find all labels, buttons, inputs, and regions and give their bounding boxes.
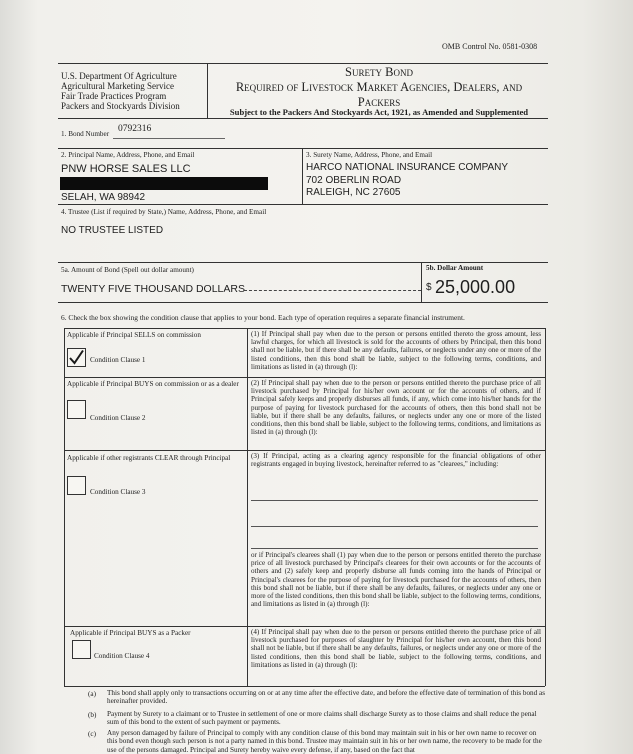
section-5-top-rule [58, 262, 548, 263]
checkmark-icon [68, 349, 85, 366]
principal-name: PNW HORSE SALES LLC [61, 163, 191, 175]
section-6-instruction: 6. Check the box showing the condition clause that applies to your bond. Each type of operation requires a separate financial instrument. [61, 313, 465, 322]
agency-line-3: Fair Trade Practices Program [61, 91, 167, 102]
clause-row-rule-2 [64, 450, 545, 451]
clause-4-text: (4) If Principal shall pay when due to the person or persons entitled thereto the purchase price of all livestock purchased for purposes of slaughter by Principal for his/her own account, then this bond shall not be liable, but if there shall be any defaults, failures, or neglects under any one or more of the listed conditions, then this bond shall be liable, subject to the following terms, conditions, and limitations as listed in (a) through (l): [251, 628, 541, 669]
clause-row-rule-1 [64, 377, 545, 378]
clause-2-label: Condition Clause 2 [90, 414, 146, 422]
bond-number-value: 0792316 [118, 124, 152, 134]
clause-3-checkbox[interactable] [67, 476, 86, 495]
dollar-amount-label: 5b. Dollar Amount [426, 264, 484, 272]
header-bottom-rule [58, 118, 548, 119]
dollar-amount-value: 25,000.00 [435, 277, 516, 297]
clearee-blank-line-2[interactable] [251, 526, 538, 527]
clause-2-text: (2) If Principal shall pay when due to the person or persons entitled thereto the purchase price of all livestock purchased by Principal for his/her own account or for the accounts of others, and if Principal safely keeps and properly disburses all funds, if any, which come into his/her hands for the purpose of paying for livestock purchased for the accounts of others, then this bond shall not be liable, but if there shall be any defaults, failures, or neglects under any one or more of the listed conditions, then this bond shall be liable, subject to the following terms, conditions, and limitations as listed in (a) through (l): [251, 379, 541, 437]
amount-dash-line [244, 290, 421, 291]
bond-number-underline [113, 138, 225, 139]
agency-line-2: Agricultural Marketing Service [61, 81, 174, 92]
clause-1-applicable: Applicable if Principal SELLS on commission [67, 331, 201, 339]
term-a-text: This bond shall apply only to transactions occurring on or at any time after the effective date, and before the effective date of termination of this bond as hereinafter provided. [107, 689, 546, 706]
trustee-label: 4. Trustee (List if required by State,) Name, Address, Phone, and Email [61, 208, 267, 216]
title-line-2: Required of Livestock Market Agencies, Dealers, and [235, 79, 523, 94]
principal-city: SELAH, WA 98942 [61, 192, 146, 203]
clause-table-top [64, 328, 545, 329]
clause-2-checkbox[interactable] [67, 400, 86, 419]
clause-2-applicable: Applicable if Principal BUYS on commission or as a dealer [67, 380, 239, 388]
term-c-key: (c) [88, 730, 96, 738]
amount-words-label: 5a. Amount of Bond (Spell out dollar amount) [61, 266, 194, 274]
agency-line-4: Packers and Stockyards Division [61, 101, 180, 112]
clause-4-label: Condition Clause 4 [94, 652, 150, 660]
form-title [210, 65, 548, 109]
clause-3-text: (3) If Principal, acting as a clearing agency responsible for the financial obligations of other registrants engaged in buying livestock, hereinafter referred to as "clearees," including: [251, 452, 541, 469]
title-line-3: Packers [357, 94, 401, 109]
clearee-blank-line-1[interactable] [251, 500, 538, 501]
clause-3-applicable: Applicable if other registrants CLEAR through Principal [67, 454, 231, 462]
clearee-blank-line-3[interactable] [251, 548, 538, 549]
surety-city: RALEIGH, NC 27605 [306, 187, 401, 198]
clause-1-text: (1) If Principal shall pay when due to the person or persons entitled thereto the gross amount, less lawful charges, for which all livestock is sold for the accounts of others by Principal, then this bond shall not be liable, but if there shall be any defaults, failures, or neglects under any one or more of the listed conditions, then this bond shall be liable, subject to the following terms, conditions, and limitations as listed in (a) through (l): [251, 330, 541, 371]
surety-name: HARCO NATIONAL INSURANCE COMPANY [306, 162, 509, 173]
clause-table-right [545, 328, 546, 686]
term-a-key: (a) [88, 690, 96, 698]
clause-1-label: Condition Clause 1 [90, 356, 146, 364]
title-line-1: Surety Bond [345, 65, 413, 79]
dollar-sign: $ [426, 282, 432, 293]
clause-4-checkbox[interactable] [72, 640, 91, 659]
principal-label: 2. Principal Name, Address, Phone, and Email [61, 151, 195, 159]
term-b-key: (b) [88, 711, 97, 719]
amount-words-value: TWENTY FIVE THOUSAND DOLLARS [61, 283, 245, 295]
term-b-text: Payment by Surety to a claimant or to Trustee in settlement of one or more claims shall discharge Surety as to those claims and shall reduce the penal sum of this bond to the extent of such payment or payments. [107, 710, 537, 727]
clause-table-left [64, 328, 65, 686]
agency-block [61, 71, 180, 111]
header-top-rule [58, 63, 548, 64]
bond-number-label: 1. Bond Number [61, 130, 110, 138]
clause-table-bottom [64, 686, 545, 687]
term-c-text: Any person damaged by failure of Principal to comply with any condition clause of this bond may maintain suit in his or her own name to recover on this bond even though such person is not a party named in this bond. Trustee may maintain suit in his or her own name, the recovery to be made for the use of the persons damaged. Principal and Surety hereby waive every defense, if any, based on the fact that [107, 729, 542, 754]
agency-line-1: U.S. Department Of Agriculture [61, 71, 177, 81]
clause-3-text-continued: or if Principal's clearees shall (1) pay when due to the person or persons entitled thereto the purchase price of all livestock purchased by Principal's clearees for their own accounts or for the accounts of others and (2) safely keep and properly disburse all funds coming into the hands of Principal or Principal's clearees for the purpose of paying for livestock purchased for the accounts of others, then this bond shall not be liable, but if there shall be any defaults, failures, or neglects under any one or more of the listed conditions, then this bond shall be liable, subject to the following terms, conditions, and limitations as listed in (a) through (l): [251, 551, 541, 609]
surety-label: 3. Surety Name, Address, Phone, and Email [306, 151, 433, 159]
section-4-top-rule [58, 204, 548, 205]
header-divider [207, 63, 208, 118]
clause-4-applicable: Applicable if Principal BUYS as a Packer [70, 629, 191, 637]
redacted-address-bar [60, 177, 268, 190]
trustee-value: NO TRUSTEE LISTED [61, 225, 164, 236]
form-subtitle: Subject to the Packers And Stockyards Act, 1921, as Amended and Supplemented [229, 107, 529, 117]
clause-table-mid [247, 328, 248, 686]
surety-block [306, 162, 508, 200]
section-2-3-top-rule [58, 148, 548, 149]
omb-control-number: OMB Control No. 0581-0308 [442, 42, 538, 51]
section-5-bottom-rule [58, 302, 548, 303]
clause-3-label: Condition Clause 3 [90, 488, 146, 496]
clause-row-rule-3 [64, 626, 545, 627]
section-2-3-divider [302, 148, 303, 204]
surety-address: 702 OBERLIN ROAD [306, 174, 402, 186]
section-5-divider [421, 262, 422, 302]
clause-1-checkbox[interactable] [67, 348, 86, 367]
